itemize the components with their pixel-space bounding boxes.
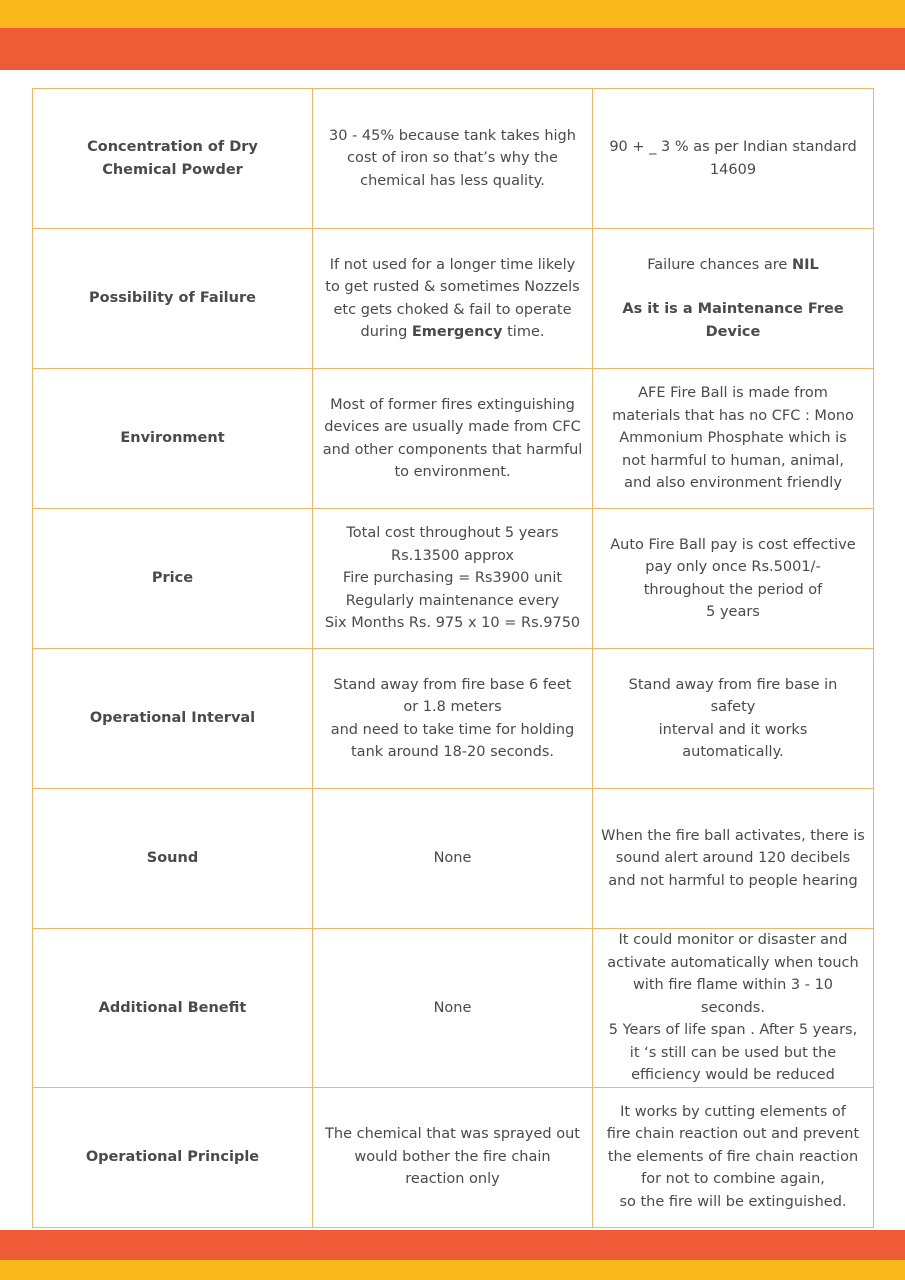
row-label: Concentration of Dry Chemical Powder — [33, 89, 313, 229]
conventional-cell: Stand away from fire base 6 feet or 1.8 meters and need to take time for holding tank around 18-20 seconds. — [313, 649, 593, 789]
row-label: Additional Benefit — [33, 929, 313, 1088]
table-row — [33, 369, 874, 509]
table-row — [33, 229, 874, 369]
cell-text: If not used for a longer time likely to get rusted & sometimes Nozzels etc gets choked & fail to operate during — [325, 256, 580, 340]
bottom-orange-band — [0, 1230, 905, 1260]
row-label: Possibility of Failure — [33, 229, 313, 369]
top-yellow-band — [0, 0, 905, 28]
table-row — [33, 929, 874, 1088]
emphasis-text: Emergency — [411, 324, 503, 340]
fireball-cell: Stand away from fire base in safety interval and it works automatically. — [593, 649, 874, 789]
fireball-cell: It works by cutting elements of fire chain reaction out and prevent the elements of fire chain reaction for not to combine again, so the fire will be extinguished. — [593, 1087, 874, 1227]
table-row — [33, 89, 874, 229]
fireball-cell: AFE Fire Ball is made from materials that has no CFC : Mono Ammonium Phosphate which is not harmful to human, animal, and also environment friendly — [593, 369, 874, 509]
row-label: Operational Principle — [33, 1087, 313, 1227]
cell-text: Failure chances are — [647, 256, 792, 273]
fireball-cell — [593, 229, 874, 369]
conventional-cell: 30 - 45% because tank takes high cost of iron so that’s why the chemical has less quality. — [313, 89, 593, 229]
table-row — [33, 1087, 874, 1227]
table-row — [33, 649, 874, 789]
cell-text: time. — [502, 324, 545, 340]
emphasis-text: NIL — [791, 256, 819, 273]
conventional-cell: Total cost throughout 5 years Rs.13500 approx Fire purchasing = Rs3900 unit Regularly maintenance every Six Months Rs. 975 x 10 = Rs.9750 — [313, 509, 593, 649]
comparison-table — [32, 88, 874, 1228]
row-label: Environment — [33, 369, 313, 509]
spacer — [599, 276, 867, 298]
row-label: Operational Interval — [33, 649, 313, 789]
row-label: Sound — [33, 789, 313, 929]
conventional-cell: None — [313, 929, 593, 1088]
table-row — [33, 509, 874, 649]
bottom-yellow-band — [0, 1260, 905, 1280]
fireball-cell: Auto Fire Ball pay is cost effective pay only once Rs.5001/- throughout the period of 5 years — [593, 509, 874, 649]
conventional-cell — [313, 229, 593, 369]
row-label: Price — [33, 509, 313, 649]
top-orange-band — [0, 28, 905, 70]
conventional-cell: The chemical that was sprayed out would bother the fire chain reaction only — [313, 1087, 593, 1227]
fireball-cell: When the fire ball activates, there is sound alert around 120 decibels and not harmful to people hearing — [593, 789, 874, 929]
conventional-cell: Most of former fires extinguishing devices are usually made from CFC and other components that harmful to environment. — [313, 369, 593, 509]
table-row — [33, 789, 874, 929]
fireball-cell: It could monitor or disaster and activate automatically when touch with fire flame within 3 - 10 seconds. 5 Years of life span . After 5 years, it ‘s still can be used but the efficiency would be reduced — [593, 929, 874, 1088]
fireball-cell: 90 + _ 3 % as per Indian standard 14609 — [593, 89, 874, 229]
emphasis-text: As it is a Maintenance Free Device — [622, 301, 844, 340]
conventional-cell: None — [313, 789, 593, 929]
